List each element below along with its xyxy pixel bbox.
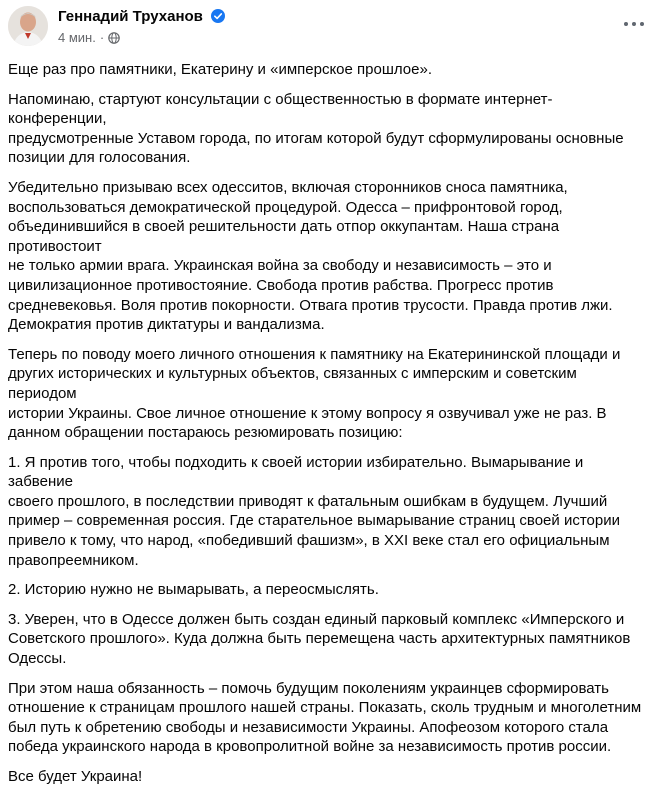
meta-separator: · [99, 30, 105, 45]
author-name[interactable]: Геннадий Труханов [58, 8, 203, 25]
post-body [8, 60, 648, 797]
verified-badge-icon [211, 9, 225, 23]
paragraph: Еще раз про памятники, Екатерину и «имперское прошлое». [8, 61, 432, 78]
globe-icon[interactable] [108, 32, 120, 44]
more-options-icon[interactable] [617, 12, 651, 36]
paragraph: Все будет Украина! [8, 768, 143, 785]
author-avatar[interactable] [8, 6, 48, 46]
paragraph: 3. Уверен, что в Одессе должен быть создан единый парковый комплекс «Имперского и Советского прошлого». Куда должна быть перемещена часть архитектурных памятников Одессы. [8, 610, 631, 668]
paragraph: Убедительно призываю всех одесситов, включая сторонников сноса памятника, воспользоваться демократической процедурой. Одесса – прифронтовой город, объединившийся в своей решительности дать отпор оккупантам. Наша страна противостоит не только армии врага. Украинская война за свободу и независимость – это и цивилизационное противостояние. Свобода против рабства. Прогресс против средневековья. Воля против покорности. Отвага против трусости. Правда против лжи. Демократия против диктатуры и вандализма. [8, 178, 613, 334]
author-name-line [58, 8, 225, 26]
avatar-image [8, 6, 48, 46]
paragraph: Напоминаю, стартуют консультации с общественностью в формате интернет-конференции, предусмотренные Уставом города, по итогам которой будут сформулированы основные позиции для голосования. [8, 90, 624, 167]
post-header [8, 6, 661, 50]
paragraph: Теперь по поводу моего личного отношения к памятнику на Екатерининской площади и других исторических и культурных объектов, связанных с имперским и советским периодом истории Украины. Свое личное отношение к этому вопросу я озвучивал уже не раз. В данном обращении постараюсь резюмировать позицию: [8, 345, 621, 442]
paragraph: При этом наша обязанность – помочь будущим поколениям украинцев сформировать отношение к страницам прошлого нашей страны. Показать, сколь трудным и многолетним был путь к обретению свободы и независимости Украины. Апофеозом которого стала победа украинского народа в кровопролитной войне за независимость против россии. [8, 679, 642, 756]
paragraph: 2. Историю нужно не вымарывать, а переосмыслять. [8, 581, 379, 599]
paragraph: 1. Я против того, чтобы подходить к своей истории избирательно. Вымарывание и забвение своего прошлого, в последствии приводят к фатальным ошибкам в будущем. Лучший пример – современная россия. Где старательное вымарывание страниц своей истории привело к тому, что народ, «победивший фашизм», в XXI веке стал его официальным правопреемником. [8, 453, 620, 569]
post-meta [58, 30, 120, 45]
post-timestamp[interactable]: 4 мин. [58, 30, 96, 45]
